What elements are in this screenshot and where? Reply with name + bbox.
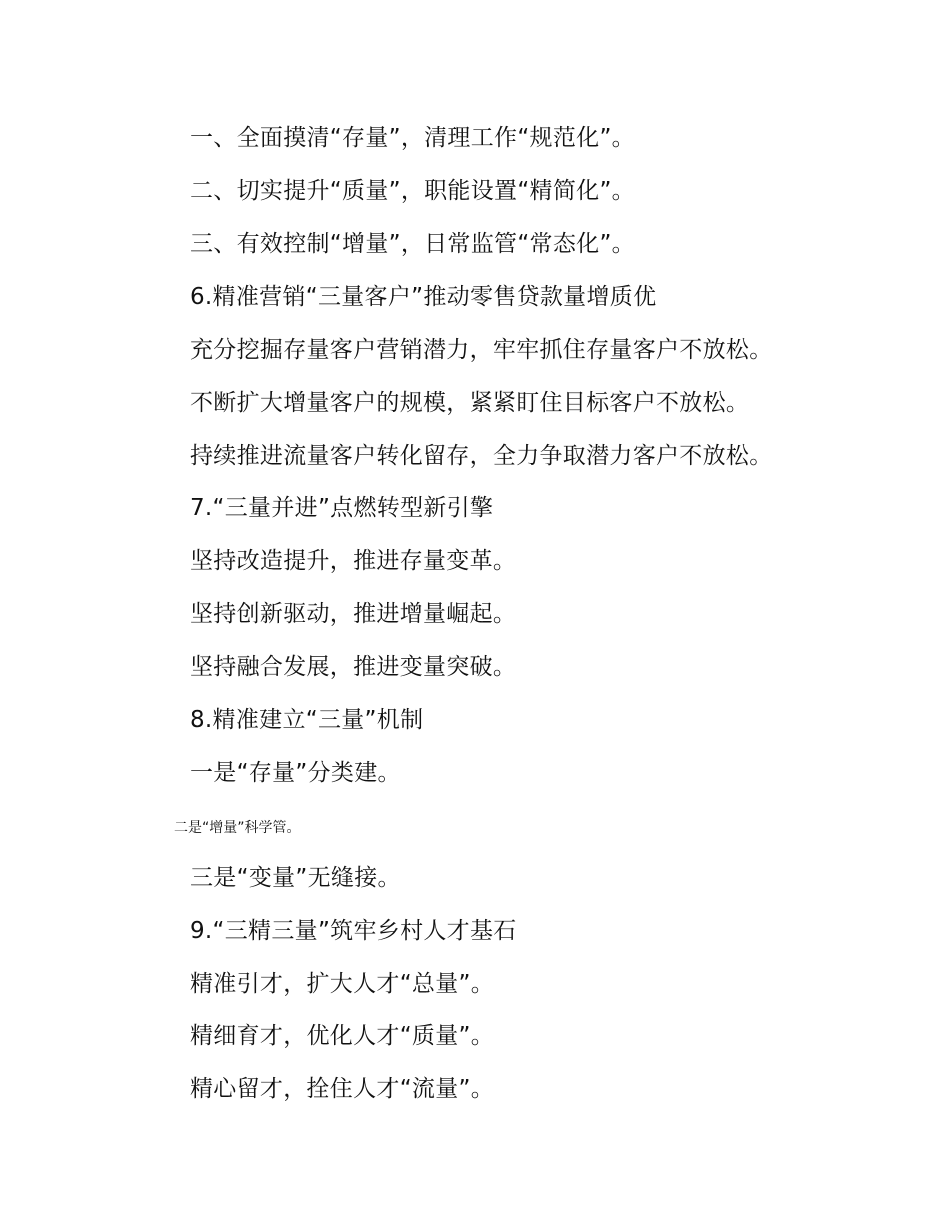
text-line-6: 不断扩大增量客户的规模，紧紧盯住目标客户不放松。 xyxy=(190,390,750,416)
text-line-1: 一、全面摸清“存量”，清理工作“规范化”。 xyxy=(190,125,635,151)
text-line-9: 坚持改造提升，推进存量变革。 xyxy=(190,548,517,574)
text-line-14-small: 二是“增量”科学管。 xyxy=(174,820,301,836)
section-heading-7: 7.“三量并进”点燃转型新引擎 xyxy=(190,495,494,521)
text-line-15: 三是“变量”无缝接。 xyxy=(190,865,401,891)
text-line-10: 坚持创新驱动，推进增量崛起。 xyxy=(190,601,517,627)
text-line-2: 二、切实提升“质量”，职能设置“精简化”。 xyxy=(190,178,635,204)
text-line-19: 精心留才，拴住人才“流量”。 xyxy=(190,1076,495,1102)
text-line-7: 持续推进流量客户转化留存，全力争取潜力客户不放松。 xyxy=(190,443,773,469)
text-line-18: 精细育才，优化人才“质量”。 xyxy=(190,1023,495,1049)
section-heading-8: 8.精准建立“三量”机制 xyxy=(190,707,424,733)
section-heading-6: 6.精准营销“三量客户”推动零售贷款量增质优 xyxy=(190,284,657,310)
text-line-11: 坚持融合发展，推进变量突破。 xyxy=(190,654,517,680)
text-line-13: 一是“存量”分类建。 xyxy=(190,760,401,786)
text-line-17: 精准引才，扩大人才“总量”。 xyxy=(190,971,495,997)
text-line-3: 三、有效控制“增量”，日常监管“常态化”。 xyxy=(190,231,635,257)
section-heading-9: 9.“三精三量”筑牢乡村人才基石 xyxy=(190,918,517,944)
text-line-5: 充分挖掘存量客户营销潜力，牢牢抓住存量客户不放松。 xyxy=(190,337,773,363)
